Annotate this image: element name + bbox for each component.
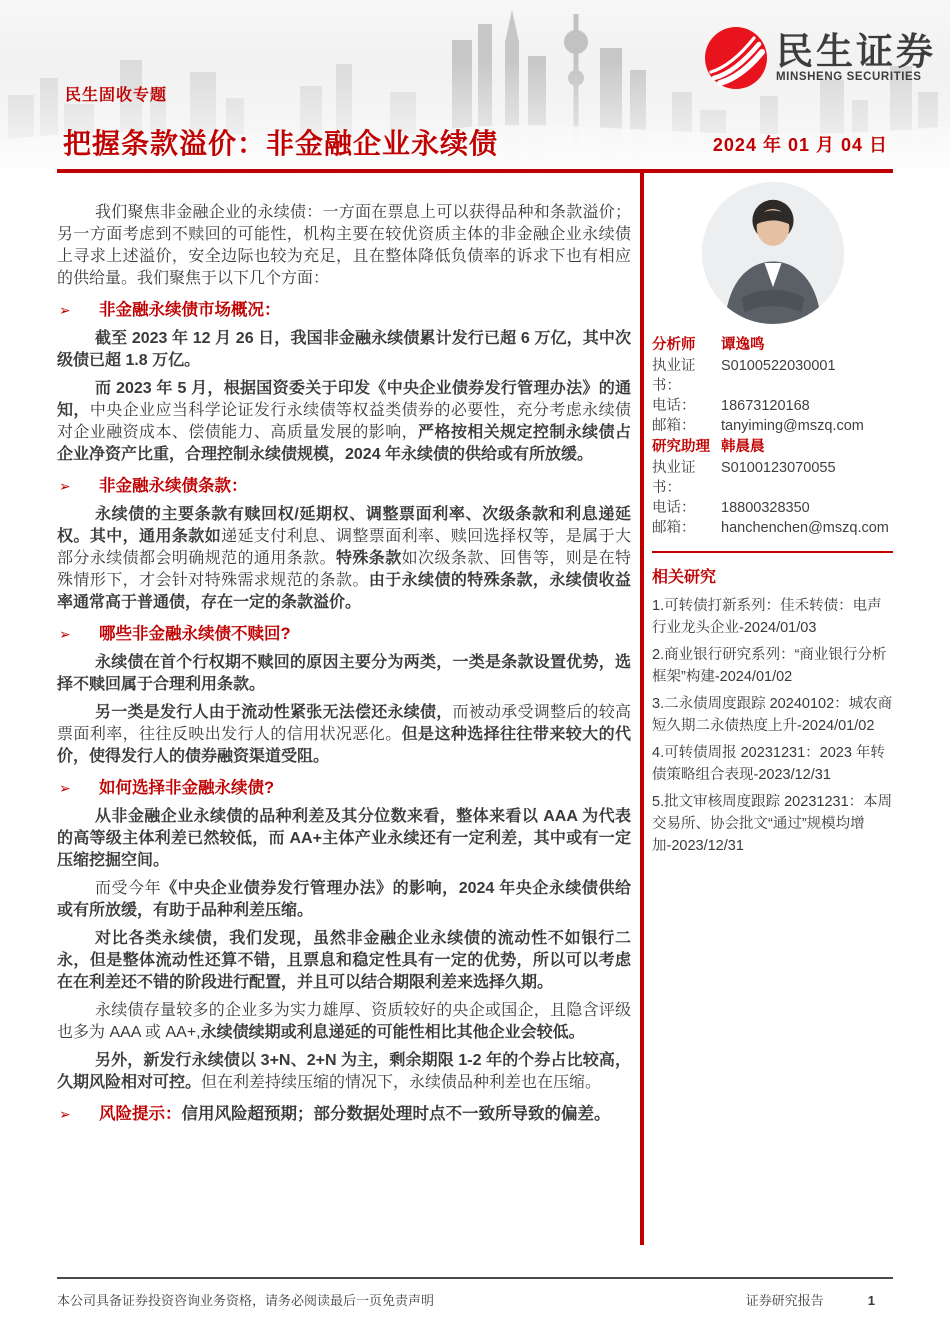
contact-field-value: 18673120168	[721, 398, 810, 414]
arrow-bullet-icon: ➢	[59, 626, 71, 642]
text-run: 哪些非金融永续债不赎回?	[99, 625, 291, 643]
minsheng-logo-icon	[704, 26, 768, 90]
text-run: 对比各类永续债，我们发现，虽然非金融企业永续债的流动性不如银行二永，但是整体流动性还算不错，且票息和稳定性具有一定的优势，所以可以考虑在在利差还不错的阶段进行配置，并且可以结合期限利差来选择久期。	[57, 930, 631, 991]
brand-logo	[704, 26, 936, 90]
related-research-item: 4.可转债周报 20231231：2023 年转债策略组合表现-2023/12/31	[652, 745, 885, 783]
body-paragraph	[57, 202, 631, 290]
related-research-heading: 相关研究	[652, 569, 717, 586]
related-research	[652, 564, 893, 857]
body-paragraph	[57, 928, 631, 994]
contact-field-label: 邮箱：	[652, 418, 696, 434]
contact-field-value: S0100123070055	[721, 460, 836, 476]
text-run: 但在利差持续压缩的情况下，永续债品种利差也在压缩。	[201, 1074, 602, 1091]
body-paragraph	[57, 1000, 631, 1044]
section-heading	[57, 1103, 631, 1125]
category-label: 民生固收专题	[65, 87, 168, 104]
footer-report-type: 证券研究报告	[745, 1293, 824, 1308]
text-run: 从非金融企业永续债的品种利差及其分位数来看，整体来看以 AAA 为代表的高等级主体利差已然较低，而 AA+主体产业永续还有一定利差，其中或有一定压缩挖掘空间。	[57, 808, 631, 869]
body-paragraph	[57, 328, 631, 372]
contact-role: 分析师	[652, 337, 696, 353]
contact-field-row	[652, 356, 893, 396]
body-paragraph	[57, 702, 631, 768]
text-run: 永续债在首个行权期不赎回的原因主要分为两类，一类是条款设置优势，选择不赎回属于合理利用条款。	[57, 654, 631, 693]
contact-field-row	[652, 518, 893, 538]
report-footer	[57, 1290, 893, 1309]
body-paragraph	[57, 806, 631, 872]
column-divider	[640, 173, 644, 1245]
text-run: 永续债存量较多的企业多为实力雄厚、资质较好的央企或国企，且隐含评级也多为 AAA 或 AA+,	[57, 1002, 631, 1041]
text-run: 截至 2023 年 12 月 26 日，我国非金融永续债累计发行已超 6 万亿，其中次级债已超 1.8 万亿。	[57, 330, 631, 369]
page-number: 1	[867, 1293, 875, 1308]
footer-divider	[57, 1277, 893, 1279]
contact-field-label: 电话：	[652, 398, 696, 414]
text-run: 《中央企业债券发行管理办法》的影响，2024 年央企永续债供给或有所放缓，有助于品种利差压缩。	[57, 880, 631, 919]
text-run: 如何选择非金融永续债?	[99, 779, 275, 797]
text-run: 递延支付利息、调整票面利率、赎回选择权等，是属于大部分永续债都会明确规范的通用条款。	[57, 528, 631, 567]
text-run: 严格按相关规定控制永续债占企业净资产比重，合理控制永续债规模，2024 年永续债的供给或有所放缓。	[57, 424, 631, 463]
brand-name-cn: 民生证券	[776, 30, 936, 72]
arrow-bullet-icon: ➢	[59, 780, 71, 796]
text-run: 中央企业应当科学论证发行永续债等权益类债券的必要性，充分考虑永续债对企业融资成本、偿债能力、高质量发展的影响，	[57, 402, 631, 441]
related-research-list	[652, 595, 893, 857]
brand-name	[776, 30, 936, 84]
text-run: 永续债的主要条款有赎回权/延期权、调整票面利率、次级条款和利息递延权。其中，通用条款如	[57, 506, 631, 545]
contact-field-row	[652, 458, 893, 498]
text-run: 非金融永续债条款：	[99, 477, 248, 495]
body-paragraph	[57, 504, 631, 614]
text-run: 而 2023 年 5 月，根据国资委关于印发《中央企业债券发行管理办法》的通知，	[57, 380, 631, 419]
arrow-bullet-icon: ➢	[59, 302, 71, 318]
section-heading	[57, 623, 631, 645]
arrow-bullet-icon: ➢	[59, 1106, 71, 1122]
contact-header	[652, 437, 893, 458]
body-paragraph	[57, 878, 631, 922]
body-paragraph	[57, 1050, 631, 1094]
text-run: 但是这种选择往往带来较大的代价，使得发行人的债券融资渠道受阻。	[57, 726, 631, 765]
arrow-bullet-icon: ➢	[59, 478, 71, 494]
text-run: 风险提示：	[99, 1105, 182, 1123]
contact-field-label: 电话：	[652, 500, 696, 516]
text-run: 而被动承受调整后的较高票面利率，往往反映出发行人的信用状况恶化。	[57, 704, 631, 743]
related-research-item: 3.二永债周度跟踪 20240102：城农商短久期二永债热度上升-2024/01/02	[652, 696, 893, 734]
body-paragraph	[57, 378, 631, 466]
section-heading	[57, 299, 631, 321]
page-title: 把握条款溢价：非金融企业永续债	[63, 128, 499, 159]
body-paragraph	[57, 652, 631, 696]
contact-field-label: 执业证书：	[652, 358, 696, 394]
contact-field-row	[652, 396, 893, 416]
contact-name: 谭逸鸣	[721, 337, 765, 353]
sidebar-divider	[652, 551, 893, 553]
related-research-item: 1.可转债打新系列：佳禾转债：电声行业龙头企业-2024/01/03	[652, 598, 882, 636]
footer-disclaimer: 本公司具备证券投资咨询业务资格，请务必阅读最后一页免责声明	[57, 1293, 435, 1308]
section-heading	[57, 777, 631, 799]
contact-field-label: 邮箱：	[652, 520, 696, 536]
contact-header	[652, 335, 893, 356]
text-run: 非金融永续债市场概况：	[99, 301, 281, 319]
related-research-item: 2.商业银行研究系列：“商业银行分析框架”构建-2024/01/02	[652, 647, 887, 685]
text-run: 而受今年	[95, 880, 162, 897]
header-divider	[57, 169, 893, 173]
related-research-item: 5.批文审核周度跟踪 20231231：本周交易所、协会批文“通过”规模均增加-2023/12/31	[652, 794, 893, 854]
contact-name: 韩晨晨	[721, 439, 765, 455]
contact-field-value: 18800328350	[721, 500, 810, 516]
section-heading	[57, 475, 631, 497]
contact-field-value: S0100522030001	[721, 358, 836, 374]
analyst-photo	[702, 182, 844, 324]
contact-role: 研究助理	[652, 439, 710, 455]
text-run: 特殊条款	[335, 550, 402, 567]
sidebar	[652, 180, 893, 862]
text-run: 信用风险超预期；部分数据处理时点不一致所导致的偏差。	[181, 1105, 611, 1123]
text-run: 如次级条款、回售等，则是在特殊情形下，才会针对特殊需求规范的条款。	[57, 550, 631, 589]
contact-field-row	[652, 416, 893, 436]
contact-field-value: tanyiming@mszq.com	[721, 418, 864, 434]
text-run: 另一类是发行人由于流动性紧张无法偿还永续债，	[95, 704, 453, 721]
text-run: 我们聚焦非金融企业的永续债：一方面在票息上可以获得品种和条款溢价；另一方面考虑到不赎回的可能性，机构主要在较优资质主体的非金融企业永续债上寻求上述溢价，安全边际也较为充足，且在整体降低负债率的诉求下也有相应的供给量。我们聚焦于以下几个方面：	[57, 204, 631, 287]
text-run: 由于永续债的特殊条款，永续债收益率通常高于普通债，存在一定的条款溢价。	[57, 572, 631, 611]
contact-field-row	[652, 498, 893, 518]
report-header	[0, 0, 950, 169]
contact-block	[652, 335, 893, 538]
text-run: 另外，新发行永续债以 3+N、2+N 为主，剩余期限 1-2 年的个券占比较高，久期风险相对可控。	[57, 1052, 631, 1091]
text-run: 永续债续期或利息递延的可能性相比其他企业会较低。	[200, 1024, 585, 1041]
brand-name-en: MINSHENG SECURITIES	[776, 70, 922, 83]
contact-field-value: hanchenchen@mszq.com	[721, 520, 889, 536]
report-date: 2024 年 01 月 04 日	[712, 135, 888, 155]
contact-field-label: 执业证书：	[652, 460, 696, 496]
report-body	[57, 176, 631, 1132]
